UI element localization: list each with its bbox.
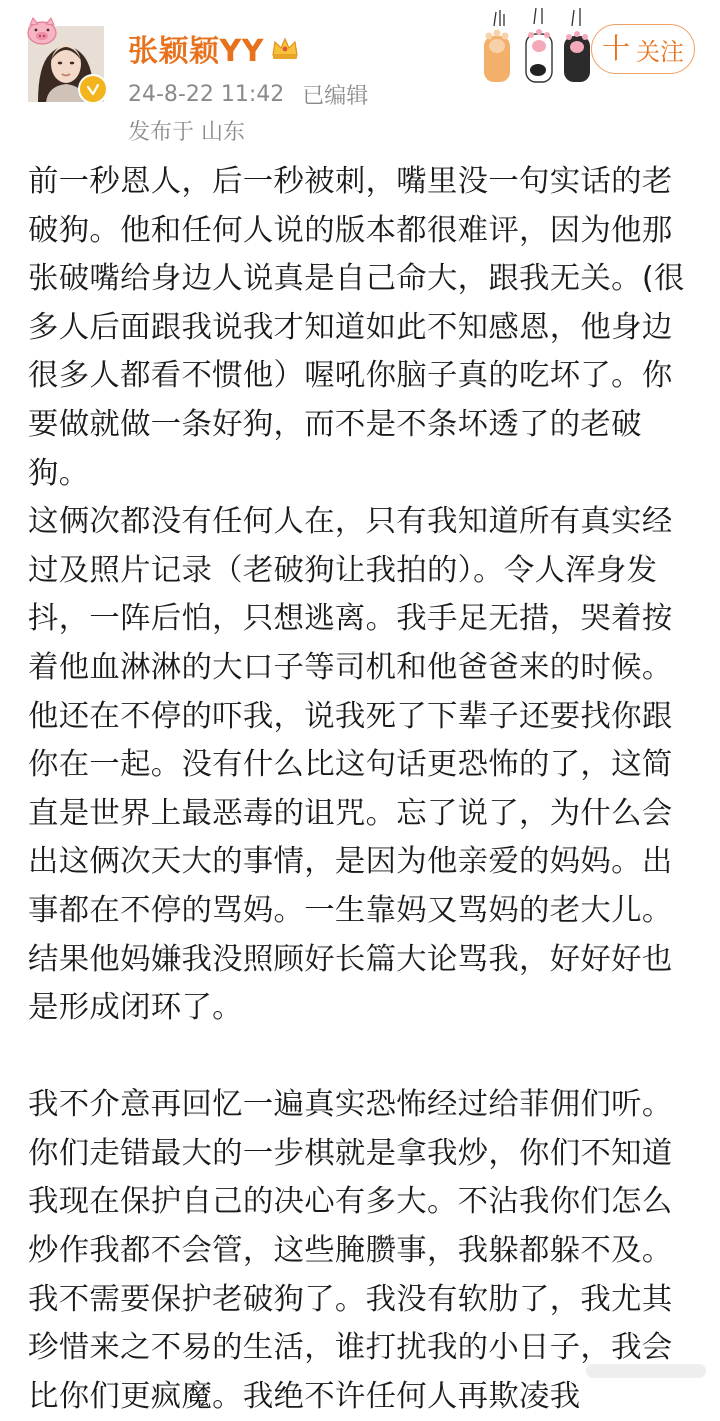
post-header [0,0,720,160]
avatar-container[interactable] [28,26,104,102]
pig-icon [22,16,62,46]
username[interactable]: 张颖颖YY [128,34,264,69]
post-location: 发布于 山东 [128,119,245,145]
post-paragraph-3: 我不介意再回忆一遍真实恐怖经过给菲佣们听。你们走错最大的一步棋就是拿我炒，你们不知道我现在保护自己的决心有多大。不沾我你们怎么炒作我都不会管，这些腌臜事，我躲都躲不及。我不需要保护老破狗了。我没有软肋了，我尤其珍惜来之不易的生活，谁打扰我的小日子，我会比你们更疯魔。我绝不许任何人再欺凌我 [28,1087,673,1414]
watermark-icon [586,1358,706,1384]
username-row [128,28,300,68]
plus-icon: 十 [601,32,630,65]
crown-icon[interactable] [270,35,300,61]
verified-badge-icon [78,74,108,104]
follow-button[interactable] [591,24,695,74]
post-paragraph-2: 这俩次都没有任何人在，只有我知道所有真实经过及照片记录（老破狗让我拍的）。令人浑身发抖，一阵后怕，只想逃离。我手足无措，哭着按着他血淋淋的大口子等司机和他爸爸来的时候。他还在不停的吓我，说我死了下辈子还要找你跟你在一起。没有什么比这句话更恐怖的了，这简直是世界上最恶毒的诅咒。忘了说了，为什么会出这俩次天大的事情，是因为他亲爱的妈妈。出事都在不停的骂妈。一生靠妈又骂妈的老大儿。结果他妈嫌我没照顾好长篇大论骂我，好好好也是形成闭环了。 [28,504,673,1026]
follow-label: 关注 [636,37,684,66]
paragraph-spacer [28,1033,698,1082]
post-meta [128,79,368,109]
post-body [28,158,698,1421]
edited-label[interactable]: 已编辑 [302,83,369,109]
post-paragraph-1: 前一秒恩人，后一秒被刺，嘴里没一句实话的老破狗。他和任何人说的版本都很难评，因为他那张破嘴给身边人说真是自己命大，跟我无关。(很多人后面跟我说我才知道如此不知感恩，他身边很多人都看不惯他）喔吼你脑子真的吃坏了。你要做就做一条好狗，而不是不条坏透了的老破狗。 [28,164,685,491]
paw-decoration-icon [476,6,606,82]
post-timestamp: 24-8-22 11:42 [128,81,285,107]
